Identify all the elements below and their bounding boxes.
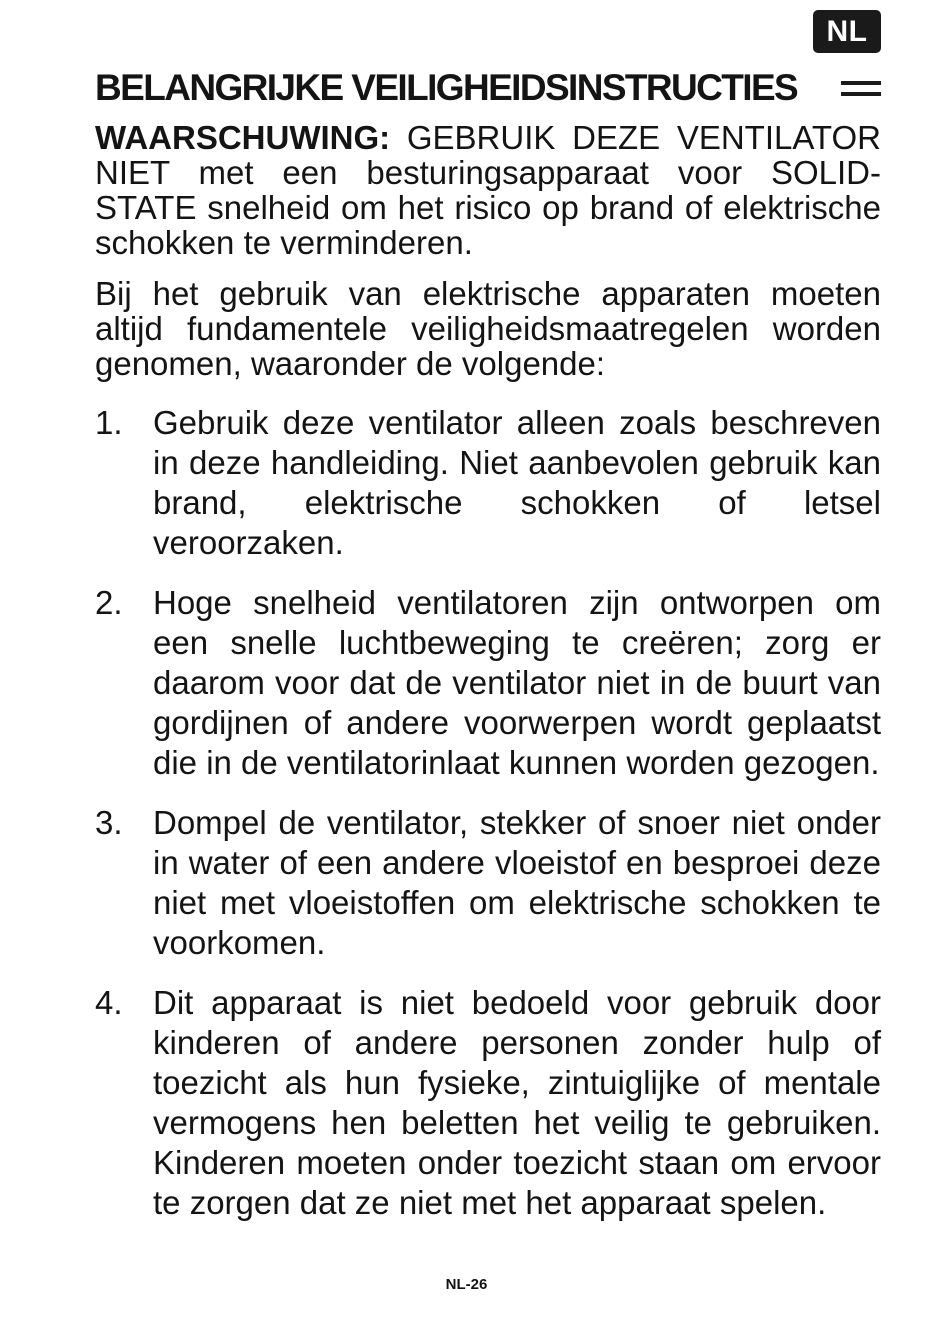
- list-item-text: Dit apparaat is niet bedoeld voor gebruik door kinderen of andere personen zonder hulp of toezicht als hun fysieke, zintuiglijke of mentale vermogens hen beletten het veilig te gebruiken. Kinderen moeten onder toezicht staan om ervoor te zorgen dat ze niet met het apparaat spelen.: [153, 984, 881, 1221]
- list-item-text: Gebruik deze ventilator alleen zoals beschreven in deze handleiding. Niet aanbevolen gebruik kan brand, elektrische schokken of letsel veroorzaken.: [153, 404, 881, 561]
- page-title: BELANGRIJKE VEILIGHEIDSINSTRUCTIES: [95, 67, 798, 108]
- page-number: NL-26: [445, 1276, 488, 1293]
- list-item: [95, 803, 881, 963]
- title-equals-icon: [841, 81, 881, 96]
- list-item-number: 2.: [95, 584, 123, 621]
- language-badge: [813, 10, 881, 53]
- warning-paragraph: [95, 120, 881, 260]
- list-item-text: Dompel de ventilator, stekker of snoer niet onder in water of een andere vloeistof en besproei deze niet met vloeistoffen om elektrische schokken te voorkomen.: [153, 804, 881, 961]
- list-item: [95, 983, 881, 1223]
- title-row: [95, 62, 881, 114]
- intro-paragraph: Bij het gebruik van elektrische apparaten moeten altijd fundamentele veiligheidsmaatregelen worden genomen, waaronder de volgende:: [95, 275, 881, 382]
- safety-instructions-list: [95, 403, 881, 1223]
- list-item-number: 1.: [95, 404, 123, 441]
- content: [95, 120, 881, 1243]
- warning-text: GEBRUIK DEZE VENTILATOR NIET met een besturingsapparaat voor SOLID-STATE snelheid om het risico op brand of elektrische schokken te verminderen.: [95, 119, 881, 261]
- list-item: [95, 583, 881, 783]
- list-item-text: Hoge snelheid ventilatoren zijn ontworpen om een snelle luchtbeweging te creëren; zorg er daarom voor dat de ventilator niet in de buurt van gordijnen of andere voorwerpen wordt geplaatst die in de ventilatorinlaat kunnen worden gezogen.: [153, 584, 881, 781]
- list-item-number: 3.: [95, 804, 123, 841]
- list-item: [95, 403, 881, 563]
- warning-label: WAARSCHUWING:: [95, 119, 391, 156]
- language-badge-label: NL: [826, 14, 868, 48]
- list-item-number: 4.: [95, 984, 123, 1021]
